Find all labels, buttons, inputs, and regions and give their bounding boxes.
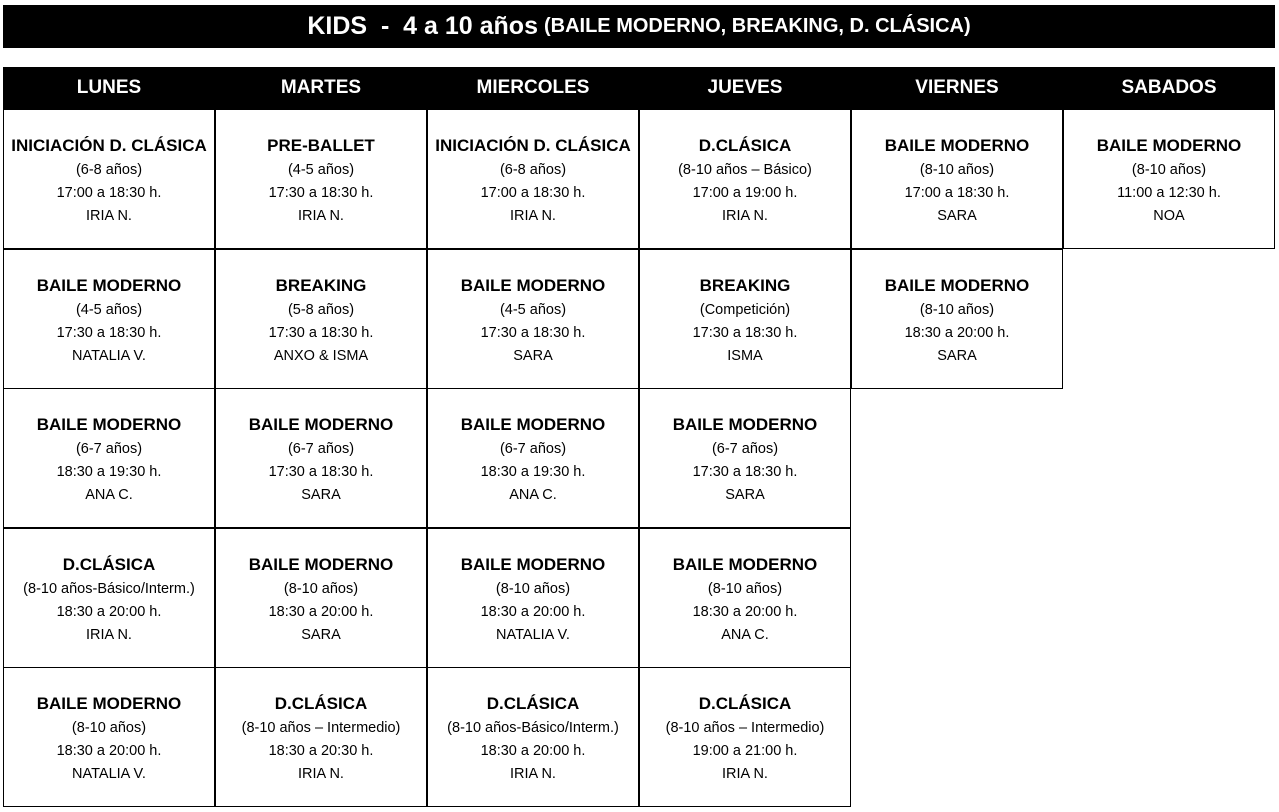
- class-cell: [851, 109, 1063, 249]
- class-teacher: IRIA N.: [298, 766, 344, 782]
- class-cell: [3, 109, 215, 249]
- class-cell: [639, 667, 851, 807]
- class-time: 18:30 a 20:30 h.: [268, 743, 374, 759]
- class-name: D.CLÁSICA: [62, 555, 156, 574]
- class-name: BAILE MODERNO: [36, 276, 182, 295]
- class-time: 17:00 a 19:00 h.: [692, 185, 798, 201]
- class-teacher: SARA: [937, 208, 977, 224]
- class-time: 18:30 a 20:00 h.: [268, 604, 374, 620]
- class-teacher: SARA: [937, 348, 977, 364]
- class-name: D.CLÁSICA: [486, 694, 580, 713]
- class-cell: [215, 528, 427, 668]
- class-time: 18:30 a 20:00 h.: [904, 325, 1010, 341]
- class-teacher: NATALIA V.: [496, 627, 570, 643]
- class-time: 17:30 a 18:30 h.: [692, 325, 798, 341]
- class-name: BREAKING: [275, 276, 367, 295]
- class-time: 18:30 a 20:00 h.: [480, 743, 586, 759]
- class-time: 18:30 a 19:30 h.: [480, 464, 586, 480]
- class-time: 11:00 a 12:30 h.: [1117, 185, 1221, 201]
- day-header-row: [3, 67, 1275, 109]
- class-age: (4-5 años): [499, 302, 567, 318]
- class-teacher: ANA C.: [85, 487, 133, 503]
- title-subtitle: (BAILE MODERNO, BREAKING, D. CLÁSICA): [543, 15, 971, 37]
- class-cell: [427, 109, 639, 249]
- class-time: 17:30 a 18:30 h.: [268, 325, 374, 341]
- class-teacher: IRIA N.: [722, 766, 768, 782]
- class-name: BAILE MODERNO: [460, 276, 606, 295]
- class-age: (4-5 años): [75, 302, 143, 318]
- class-time: 17:30 a 18:30 h.: [480, 325, 586, 341]
- class-age: (8-10 años – Intermedio): [665, 720, 825, 736]
- class-teacher: IRIA N.: [722, 208, 768, 224]
- class-age: (8-10 años): [283, 581, 359, 597]
- class-name: BREAKING: [699, 276, 791, 295]
- class-age: (8-10 años): [495, 581, 571, 597]
- class-cell: [3, 667, 215, 807]
- class-age: (6-7 años): [711, 441, 779, 457]
- class-age: (6-8 años): [499, 162, 567, 178]
- class-time: 17:00 a 18:30 h.: [904, 185, 1010, 201]
- class-teacher: SARA: [725, 487, 765, 503]
- class-cell: [427, 528, 639, 668]
- class-age: (8-10 años – Intermedio): [241, 720, 401, 736]
- class-cell: [851, 249, 1063, 389]
- class-cell: [215, 109, 427, 249]
- class-time: 17:00 a 18:30 h.: [480, 185, 586, 201]
- class-time: 18:30 a 19:30 h.: [56, 464, 162, 480]
- class-cell: [3, 388, 215, 528]
- class-age: (6-7 años): [287, 441, 355, 457]
- class-grid: [3, 109, 1275, 807]
- class-name: BAILE MODERNO: [884, 276, 1030, 295]
- class-name: BAILE MODERNO: [248, 415, 394, 434]
- class-teacher: NATALIA V.: [72, 348, 146, 364]
- class-name: BAILE MODERNO: [672, 555, 818, 574]
- class-time: 19:00 a 21:00 h.: [692, 743, 798, 759]
- class-age: (6-7 años): [499, 441, 567, 457]
- class-cell: [639, 249, 851, 389]
- class-time: 17:30 a 18:30 h.: [692, 464, 798, 480]
- class-teacher: SARA: [301, 627, 341, 643]
- class-teacher: NATALIA V.: [72, 766, 146, 782]
- day-header-sabados: SABADOS: [1121, 77, 1217, 98]
- class-time: 17:30 a 18:30 h.: [268, 464, 374, 480]
- class-age: (4-5 años): [287, 162, 355, 178]
- class-cell: [3, 528, 215, 668]
- class-teacher: ANXO & ISMA: [273, 348, 369, 364]
- class-teacher: IRIA N.: [86, 627, 132, 643]
- class-cell: [639, 388, 851, 528]
- day-header-jueves: JUEVES: [707, 77, 783, 98]
- class-name: BAILE MODERNO: [36, 415, 182, 434]
- class-age: (8-10 años): [919, 162, 995, 178]
- schedule-table: [3, 67, 1275, 807]
- class-cell: [215, 249, 427, 389]
- class-cell: [639, 109, 851, 249]
- class-name: D.CLÁSICA: [698, 136, 792, 155]
- class-time: 17:30 a 18:30 h.: [268, 185, 374, 201]
- class-age: (Competición): [699, 302, 791, 318]
- class-cell: [215, 388, 427, 528]
- class-age: (8-10 años): [71, 720, 147, 736]
- class-teacher: ANA C.: [509, 487, 557, 503]
- class-age: (8-10 años): [1131, 162, 1207, 178]
- class-teacher: IRIA N.: [510, 766, 556, 782]
- class-name: INICIACIÓN D. CLÁSICA: [435, 136, 631, 155]
- class-name: BAILE MODERNO: [884, 136, 1030, 155]
- class-time: 18:30 a 20:00 h.: [692, 604, 798, 620]
- day-header-lunes: LUNES: [76, 77, 142, 98]
- class-name: BAILE MODERNO: [1096, 136, 1242, 155]
- class-time: 18:30 a 20:00 h.: [480, 604, 586, 620]
- class-cell: [215, 667, 427, 807]
- class-time: 17:30 a 18:30 h.: [56, 325, 162, 341]
- class-name: BAILE MODERNO: [248, 555, 394, 574]
- class-teacher: ANA C.: [721, 627, 769, 643]
- class-age: (8-10 años – Básico): [678, 162, 812, 178]
- class-teacher: ISMA: [727, 348, 763, 364]
- class-time: 18:30 a 20:00 h.: [56, 604, 162, 620]
- class-cell: [1063, 109, 1275, 249]
- class-cell: [427, 249, 639, 389]
- class-cell: [639, 528, 851, 668]
- class-teacher: SARA: [301, 487, 341, 503]
- class-age: (8-10 años-Básico/Interm.): [23, 581, 195, 597]
- class-age: (5-8 años): [287, 302, 355, 318]
- class-name: BAILE MODERNO: [672, 415, 818, 434]
- class-teacher: IRIA N.: [298, 208, 344, 224]
- class-age: (8-10 años-Básico/Interm.): [447, 720, 619, 736]
- class-cell: [427, 388, 639, 528]
- class-time: 17:00 a 18:30 h.: [56, 185, 162, 201]
- class-name: PRE-BALLET: [267, 136, 375, 155]
- class-time: 18:30 a 20:00 h.: [56, 743, 162, 759]
- class-cell: [427, 667, 639, 807]
- class-age: (6-7 años): [75, 441, 143, 457]
- class-name: D.CLÁSICA: [274, 694, 368, 713]
- class-teacher: IRIA N.: [510, 208, 556, 224]
- class-age: (8-10 años): [707, 581, 783, 597]
- class-name: INICIACIÓN D. CLÁSICA: [11, 136, 207, 155]
- day-header-miercoles: MIERCOLES: [476, 77, 590, 98]
- class-name: D.CLÁSICA: [698, 694, 792, 713]
- class-teacher: SARA: [513, 348, 553, 364]
- day-header-viernes: VIERNES: [915, 77, 999, 98]
- page-title: [3, 5, 1275, 48]
- class-name: BAILE MODERNO: [36, 694, 182, 713]
- class-teacher: NOA: [1153, 208, 1185, 224]
- class-age: (8-10 años): [919, 302, 995, 318]
- class-name: BAILE MODERNO: [460, 555, 606, 574]
- class-cell: [3, 249, 215, 389]
- day-header-martes: MARTES: [280, 77, 362, 98]
- class-name: BAILE MODERNO: [460, 415, 606, 434]
- class-age: (6-8 años): [75, 162, 143, 178]
- title-main: KIDS - 4 a 10 años: [307, 12, 538, 40]
- class-teacher: IRIA N.: [86, 208, 132, 224]
